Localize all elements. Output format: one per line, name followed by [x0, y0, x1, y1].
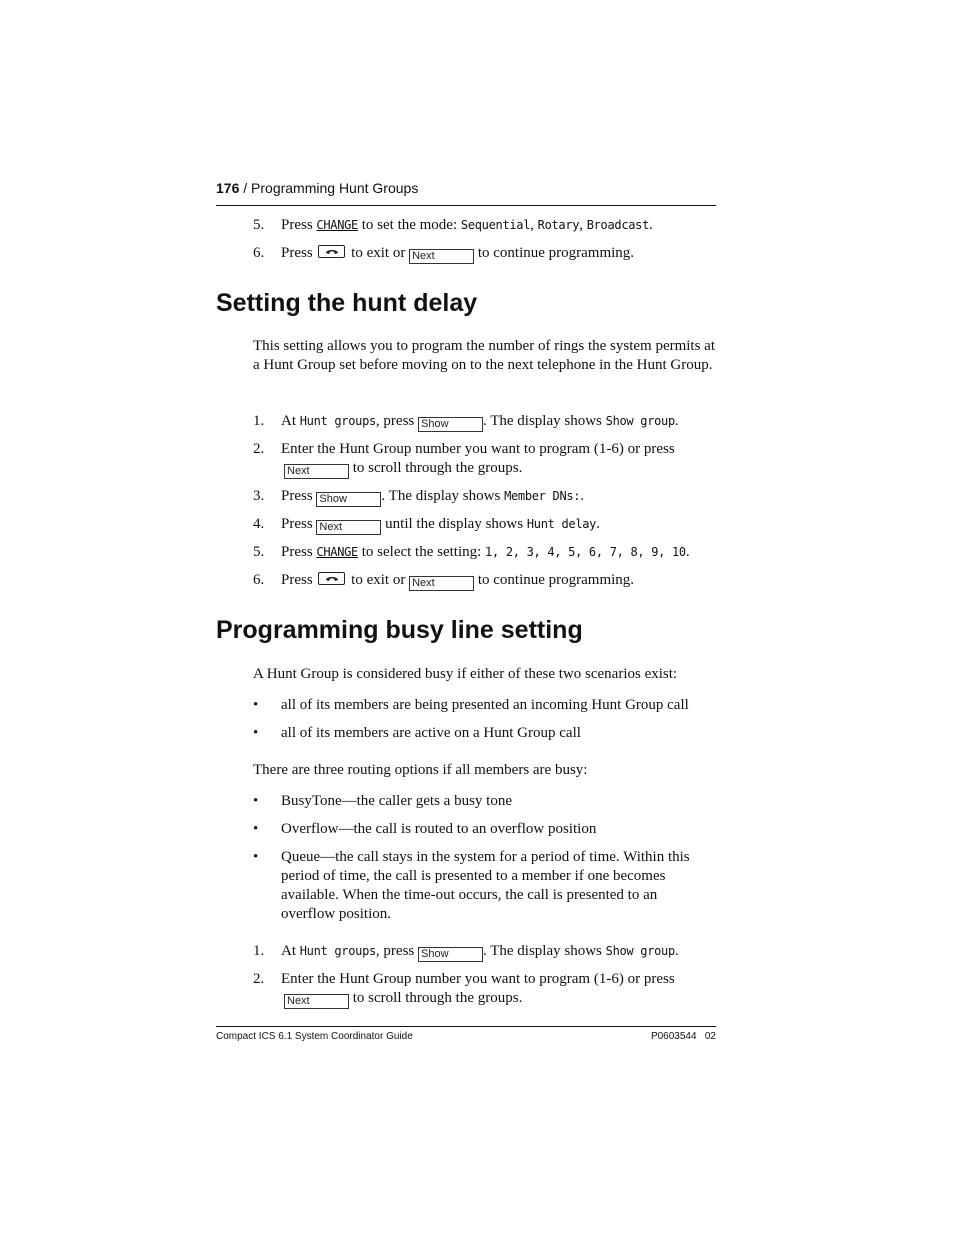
text: Press — [281, 544, 313, 560]
display-text: Hunt groups — [299, 414, 376, 428]
step-text — [281, 543, 718, 562]
display-text: Show group — [605, 944, 675, 958]
display-text: 1, 2, 3, 4, 5, 6, 7, 8, 9, 10 — [485, 545, 686, 559]
bullet-text: Overflow—the call is routed to an overflow position — [281, 821, 597, 837]
bullet: • — [253, 697, 259, 713]
step-text — [281, 942, 718, 962]
text: to continue programming. — [477, 572, 635, 588]
text: to exit or — [351, 245, 406, 261]
text: Press — [281, 488, 313, 504]
text: , press — [375, 943, 415, 959]
next-softkey: Next — [409, 576, 474, 591]
bullet-text: all of its members are active on a Hunt Group call — [281, 725, 581, 741]
text: Enter the Hunt Group number you want to program (1-6) or press — [281, 971, 675, 987]
text: . The display shows — [381, 488, 501, 504]
step-text — [281, 216, 718, 235]
text: , — [530, 217, 534, 233]
release-key-icon — [318, 572, 345, 585]
text: At — [281, 413, 296, 429]
display-text: Broadcast — [586, 218, 650, 232]
page-number: 176 — [216, 180, 240, 196]
step-text — [281, 487, 718, 507]
text: to select the setting: — [361, 544, 482, 560]
text: . — [649, 217, 653, 233]
text: to exit or — [351, 572, 406, 588]
text: to continue programming. — [477, 245, 635, 261]
bullet: • — [253, 793, 259, 809]
text: . The display shows — [483, 943, 602, 959]
running-header — [216, 180, 716, 196]
display-text: Member DNs: — [504, 489, 581, 503]
bullet-text: BusyTone—the caller gets a busy tone — [281, 793, 512, 809]
text: until the display shows — [385, 516, 524, 532]
text: to scroll through the groups. — [352, 460, 523, 476]
display-text: Rotary — [537, 218, 580, 232]
step-text — [281, 440, 718, 479]
next-softkey: Next — [409, 249, 474, 264]
bullet: • — [253, 849, 259, 865]
step-text — [281, 970, 718, 1009]
footer-rule — [216, 1026, 716, 1027]
show-softkey: Show — [418, 417, 483, 432]
text: to scroll through the groups. — [352, 990, 523, 1006]
step-number: 2. — [253, 441, 265, 457]
text: . — [580, 488, 584, 504]
step-number: 2. — [253, 971, 265, 987]
display-text: Hunt groups — [299, 944, 376, 958]
step-number: 4. — [253, 516, 265, 532]
release-key-icon — [318, 245, 345, 258]
step-text — [281, 412, 718, 432]
step-number: 6. — [253, 572, 265, 588]
text: , — [579, 217, 583, 233]
step-number: 6. — [253, 245, 265, 261]
next-softkey: Next — [284, 464, 349, 479]
bullet-text: Queue—the call stays in the system for a period of time. Within this period of time, the call is presented to a member if one becomes available. When the time-out occurs, the call is presented to an overflow position. — [281, 849, 690, 922]
text: . — [674, 413, 679, 429]
footer-doc-number: P0603544 02 — [650, 1031, 716, 1042]
display-text: Sequential — [460, 218, 531, 232]
text: . — [685, 544, 690, 560]
step-number: 1. — [253, 943, 265, 959]
section-title-hunt-delay: Setting the hunt delay — [216, 289, 478, 317]
bullet-text: all of its members are being presented an incoming Hunt Group call — [281, 697, 689, 713]
text: Press — [281, 516, 313, 532]
display-text: Hunt delay — [526, 517, 597, 531]
bullet: • — [253, 821, 259, 837]
text: , press — [375, 413, 415, 429]
step-number: 5. — [253, 544, 265, 560]
show-softkey: Show — [418, 947, 483, 962]
bullet: • — [253, 725, 259, 741]
text: Enter the Hunt Group number you want to program (1-6) or press — [281, 441, 675, 457]
busy-line-intro: A Hunt Group is considered busy if either of these two scenarios exist: — [253, 666, 678, 682]
text: to set the mode: — [361, 217, 458, 233]
text: . — [674, 943, 679, 959]
step-text — [281, 244, 718, 264]
step-text — [281, 515, 718, 535]
next-softkey: Next — [316, 520, 381, 535]
text: . — [596, 516, 600, 532]
show-softkey: Show — [316, 492, 381, 507]
text: Press — [281, 572, 313, 588]
step-text — [281, 571, 718, 591]
text: At — [281, 943, 296, 959]
text: . The display shows — [483, 413, 602, 429]
hunt-delay-intro: This setting allows you to program the number of rings the system permits at a Hunt Group set before moving on to the next telephone in the Hunt Group. — [253, 338, 716, 373]
display-text: Show group — [605, 414, 675, 428]
step-number: 5. — [253, 217, 265, 233]
routing-intro: There are three routing options if all members are busy: — [253, 762, 588, 778]
footer-guide-title: Compact ICS 6.1 System Coordinator Guide — [216, 1031, 413, 1042]
section-title-busy-line: Programming busy line setting — [216, 616, 583, 644]
next-softkey: Next — [284, 994, 349, 1009]
step-number: 3. — [253, 488, 265, 504]
step-number: 1. — [253, 413, 265, 429]
text: Press — [281, 217, 313, 233]
header-rule — [216, 205, 716, 206]
header-section: Programming Hunt Groups — [251, 180, 419, 196]
change-key: CHANGE — [316, 545, 358, 559]
header-separator: / — [243, 180, 248, 196]
change-key: CHANGE — [316, 218, 358, 232]
text: Press — [281, 245, 313, 261]
